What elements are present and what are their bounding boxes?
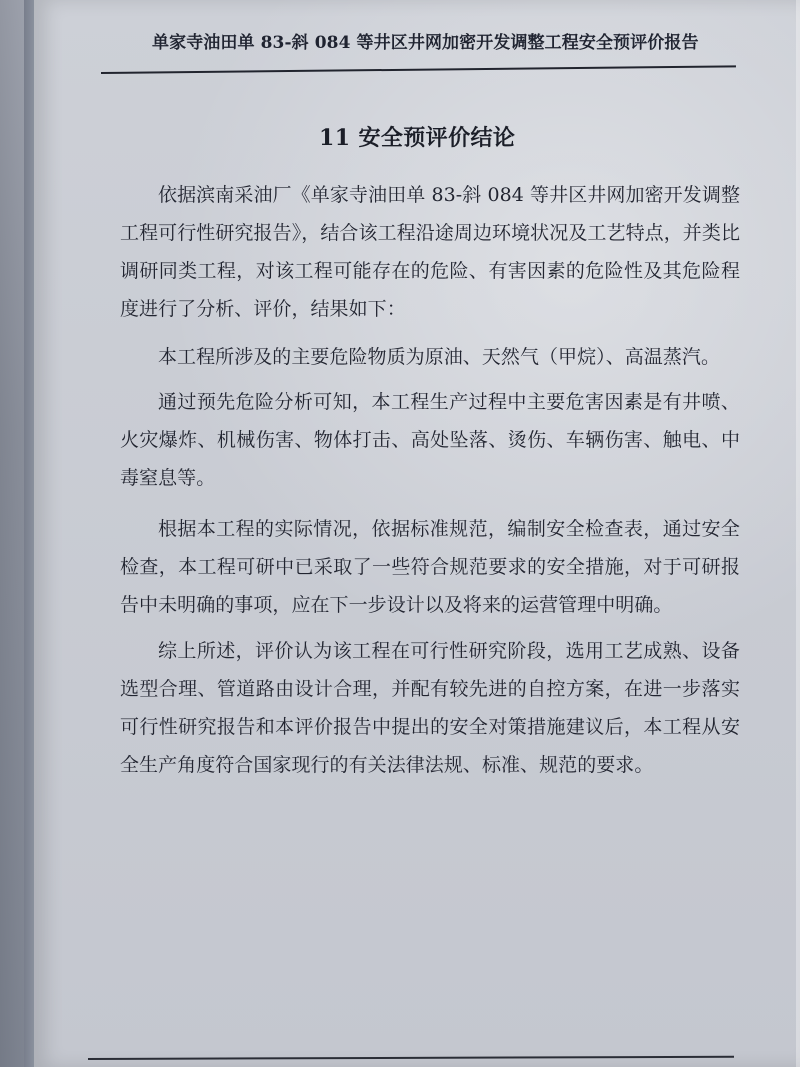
paragraph-5: 综上所述，评价认为该工程在可行性研究阶段，选用工艺成熟、设备选型合理、管道路由设计合理，并配有较先进的自控方案，在进一步落实可行性研究报告和本评价报告中提出的安全对策措施建议后，本工程从安全生产角度符合国家现行的有关法律法规、标准、规范的要求。 bbox=[120, 640, 740, 776]
paragraph-1: 依据滨南采油厂《单家寺油田单 83-斜 084 等井区井网加密开发调整工程可行性研究报告》，结合该工程沿途周边环境状况及工艺特点，并类比调研同类工程，对该工程可能存在的危险、有害因素的危险性及其危险程度进行了分析、评价，结果如下： bbox=[120, 184, 740, 320]
header-rule bbox=[101, 65, 736, 74]
paragraph-2: 本工程所涉及的主要危险物质为原油、天然气（甲烷）、高温蒸汽。 bbox=[158, 346, 721, 368]
paragraph-3: 通过预先危险分析可知，本工程生产过程中主要危害因素是有井喷、火灾爆炸、机械伤害、物体打击、高处坠落、烫伤、车辆伤害、触电、中毒窒息等。 bbox=[120, 391, 740, 489]
footer-rule bbox=[88, 1056, 734, 1060]
page-highlight-edge bbox=[796, 0, 800, 1067]
paragraph-4: 根据本工程的实际情况，依据标准规范，编制安全检查表，通过安全检查，本工程可研中已采取了一些符合规范要求的安全措施，对于可研报告中未明确的事项，应在下一步设计以及将来的运营管理中明确。 bbox=[120, 518, 740, 616]
page-header-title: 单家寺油田单 83-斜 084 等井区井网加密开发调整工程安全预评价报告 bbox=[152, 33, 699, 53]
document-page bbox=[34, 0, 800, 1067]
section-title: 11 安全预评价结论 bbox=[319, 125, 516, 151]
left-page-edge bbox=[0, 0, 24, 1067]
